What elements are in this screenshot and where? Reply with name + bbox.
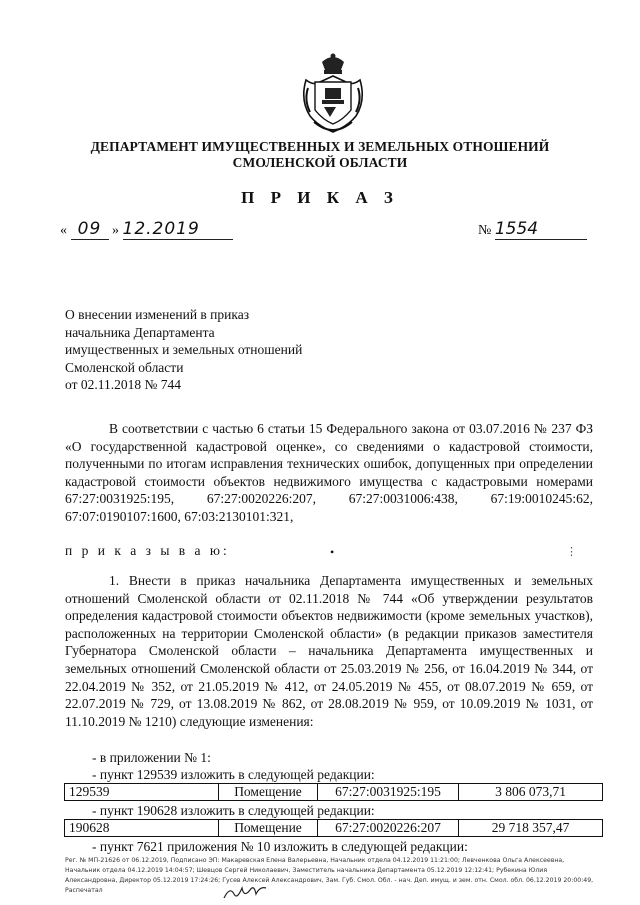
- table-row: [64, 819, 603, 837]
- row-id: 190628: [65, 820, 219, 837]
- date-day: 09: [77, 219, 102, 239]
- document-title: П Р И К А З: [241, 188, 399, 207]
- list-item: - пункт 190628 изложить в следующей редакции:: [92, 803, 375, 818]
- department-name: ДЕПАРТАМЕНТ ИМУЩЕСТВЕННЫХ И ЗЕМЕЛЬНЫХ ОТНОШЕНИЙ: [90, 139, 550, 154]
- scan-dot-icon: •: [330, 545, 335, 559]
- subject-line: имущественных и земельных отношений: [65, 342, 303, 357]
- row-value: 29 718 357,47: [459, 820, 603, 837]
- table-row: [64, 783, 603, 801]
- list-item: - в приложении № 1:: [92, 750, 211, 765]
- row-cadastral: 67:27:0020226:207: [318, 820, 459, 837]
- row-id: 129539: [65, 784, 219, 801]
- handwritten-signature-icon: [222, 884, 268, 902]
- subject-line: Смоленской области: [65, 359, 184, 375]
- scan-mark-icon: ⋮: [566, 546, 577, 558]
- row-value: 3 806 073,71: [459, 784, 603, 801]
- number-sign: №: [478, 223, 492, 238]
- subject-line: от 02.11.2018 № 744: [65, 377, 181, 392]
- order-date: [60, 219, 233, 240]
- row-cadastral: 67:27:0031925:195: [318, 784, 459, 801]
- preamble-paragraph: В соответствии с частью 6 статьи 15 Федерального закона от 03.07.2016 № 237 ФЗ «О государственной кадастровой оценке», со сведениями о кадастровой стоимости, полученными по итогам исправления технических ошибок, допущенных при определении кадастровой стоимости объектов недвижимого имущества с кадастровыми номерами 67:27:0031925:195, 67:27:0020226:207, 67:27:0031006:438, 67:19:0010245:62, 67:07:0190107:1600, 67:03:2130101:321,: [65, 421, 593, 524]
- order-number: [478, 219, 587, 240]
- clause-1-paragraph: 1. Внести в приказ начальника Департамента имущественных и земельных отношений Смоленской области от 02.11.2018 № 744 «Об утверждении результатов определения кадастровой стоимости объектов недвижимости (кроме земельных участков), расположенных на территории Смоленской области» (в редакции приказов заместителя Губернатора Смоленской области – начальника Департамента имущественных и земельных отношений Смоленской области от 25.03.2019 № 256, от 16.04.2019 № 344, от 22.04.2019 № 352, от 21.05.2019 № 412, от 24.05.2019 № 455, от 08.07.2019 № 659, от 22.07.2019 № 729, от 13.08.2019 № 862, от 28.08.2019 № 959, от 10.09.2019 № 1031, от 11.10.2019 № 1210) следующие изменения:: [65, 573, 593, 729]
- registration-footer: Рег. № МП-21626 от 06.12.2019, Подписано ЭП: Макаревская Елена Валерьевна, Начальник отдела 04.12.2019 11:21:00; Левченкова Ольга Алексеевна, Начальник отдела 04.12.2019 14:04:57; Шевцов Сергей Николаевич, Заместитель начальника Департамента 05.12.2019 12:12:41; Рубекина Юлия Александровна, Директор 05.12.2019 17:24:26; Гусев Алексей Александрович, Зам. Губ. Смол. Обл. - нач. Деп. имущ. и зем. отн. Смол. обл. 06.12.2019 20:00:49, Распечатал: [65, 857, 594, 894]
- number-value: 1554: [495, 219, 587, 240]
- order-subject: [65, 306, 302, 394]
- subject-line: начальника Департамента: [65, 324, 215, 340]
- subject-line: О внесении изменений в приказ: [65, 307, 250, 322]
- row-type: Помещение: [219, 820, 318, 837]
- list-item: - пункт 129539 изложить в следующей редакции:: [92, 767, 375, 782]
- department-region: СМОЛЕНСКОЙ ОБЛАСТИ: [232, 155, 408, 170]
- row-type: Помещение: [219, 784, 318, 801]
- date-month-year: 12.2019: [122, 219, 200, 239]
- smolensk-coat-of-arms-icon: [300, 52, 366, 136]
- date-quote-close: »: [112, 223, 119, 238]
- date-quote-open: «: [60, 223, 67, 238]
- decree-word: п р и к а з ы в а ю:: [65, 543, 230, 558]
- list-item: - пункт 7621 приложения № 10 изложить в следующей редакции:: [92, 839, 468, 854]
